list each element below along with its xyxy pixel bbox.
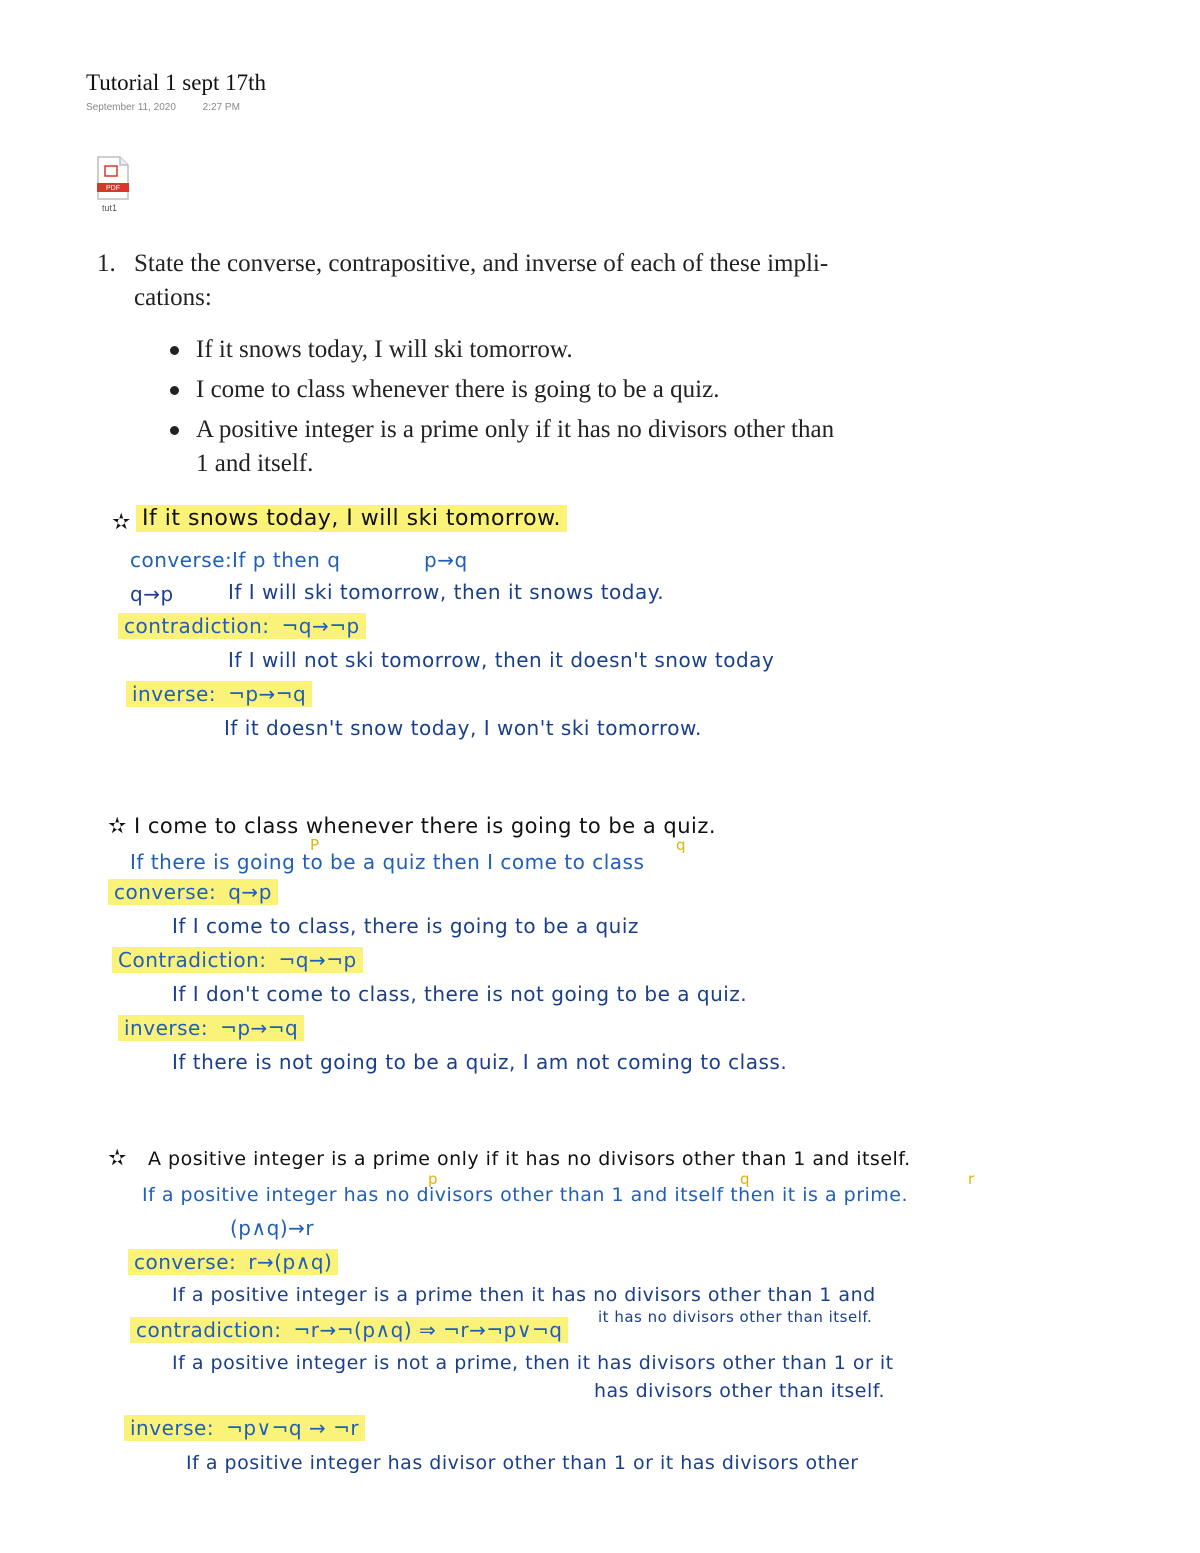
note1-heading-text: If it snows today, I will ski tomorrow. xyxy=(136,505,567,532)
note1-converse-label: converse: xyxy=(130,548,233,572)
question-statement-line1: State the converse, contrapositive, and inverse of each of these impli- xyxy=(134,250,829,277)
note1-inverse-label: inverse: xyxy=(126,681,222,707)
note2-contradiction-text: If I don't come to class, there is not going to be a quiz. xyxy=(172,982,748,1006)
note3-contradiction-text: If a positive integer is not a prime, then it has divisors other than 1 or it xyxy=(172,1352,894,1374)
note3-rewrite: If a positive integer has no divisors other than 1 and itself then it is a prime. xyxy=(142,1184,909,1206)
note3-r-mark: r xyxy=(968,1170,975,1188)
note2-contradiction xyxy=(112,948,363,972)
bullet-dot xyxy=(170,386,179,395)
note2-inverse xyxy=(118,1016,304,1040)
note3-inverse-label: inverse: xyxy=(124,1415,220,1441)
note1-inverse-form: ¬p→¬q xyxy=(222,681,312,707)
note3-contradiction-label: contradiction: xyxy=(130,1317,288,1343)
note2-p-mark: P xyxy=(310,836,320,854)
note1-inverse xyxy=(126,682,312,706)
note1-contradiction-form: ¬q→¬p xyxy=(276,613,366,639)
star-icon: ✫ xyxy=(108,814,127,839)
question-statement-line2: cations: xyxy=(134,284,212,311)
pdf-type-label: PDF xyxy=(106,185,120,192)
page-time: 2:27 PM xyxy=(202,102,240,113)
note1-contradiction-text: If I will not ski tomorrow, then it doesn't snow today xyxy=(228,648,775,672)
page-title: Tutorial 1 sept 17th xyxy=(86,70,266,95)
note1-contradiction xyxy=(118,614,366,638)
note2-q-mark: q xyxy=(676,836,687,854)
note1-pq: p→q xyxy=(424,548,468,572)
star-icon: ✫ xyxy=(108,1146,127,1171)
note3-inverse-form: ¬p∨¬q → ¬r xyxy=(220,1415,365,1441)
bullet-dot xyxy=(170,346,179,355)
bullet-item-continuation: 1 and itself. xyxy=(196,450,314,477)
pdf-file-caption: tut1 xyxy=(102,203,118,213)
note1-qp: q→p xyxy=(130,582,174,606)
bullet-item: I come to class whenever there is going to be a quiz. xyxy=(196,376,720,403)
note1-contradiction-label: contradiction: xyxy=(118,613,276,639)
note3-contradiction-form: ¬r→¬(p∧q) ⇒ ¬r→¬p∨¬q xyxy=(288,1317,569,1343)
note2-converse-label: converse: xyxy=(108,879,222,905)
note2-inverse-text: If there is not going to be a quiz, I am not coming to class. xyxy=(172,1050,788,1074)
note2-converse-text: If I come to class, there is going to be a quiz xyxy=(172,914,639,938)
note3-converse xyxy=(128,1250,338,1274)
note2-inverse-label: inverse: xyxy=(118,1015,214,1041)
note3-converse-form: r→(p∧q) xyxy=(242,1249,338,1275)
note3-converse-text2: it has no divisors other than itself. xyxy=(598,1308,873,1326)
note3-converse-label: converse: xyxy=(128,1249,242,1275)
page-date: September 11, 2020 xyxy=(86,102,176,113)
note2-converse xyxy=(108,880,278,904)
bullet-dot xyxy=(170,426,179,435)
note3-q-mark: q xyxy=(740,1170,751,1188)
note3-converse-text: If a positive integer is a prime then it has no divisors other than 1 and xyxy=(172,1284,876,1306)
note3-contradiction xyxy=(130,1318,568,1342)
bullet-item: A positive integer is a prime only if it has no divisors other than xyxy=(196,416,835,443)
question-number: 1. xyxy=(97,250,116,277)
bullet-item: If it snows today, I will ski tomorrow. xyxy=(196,336,573,363)
note2-inverse-form: ¬p→¬q xyxy=(214,1015,304,1041)
note1-heading xyxy=(136,506,567,531)
note1-converse-text: If I will ski tomorrow, then it snows today. xyxy=(228,580,665,604)
note3-inverse-text: If a positive integer has divisor other than 1 or it has divisors other xyxy=(186,1452,859,1474)
note3-inverse xyxy=(124,1416,365,1440)
note1-converse-form: If p then q xyxy=(232,548,341,572)
note3-contradiction-text2: has divisors other than itself. xyxy=(594,1380,886,1402)
page-datetime xyxy=(86,102,240,113)
note2-converse-form: q→p xyxy=(222,879,278,905)
note2-contradiction-form: ¬q→¬p xyxy=(273,947,363,973)
note2-rewrite: If there is going to be a quiz then I come to class xyxy=(130,850,645,874)
note2-heading: I come to class whenever there is going to be a quiz. xyxy=(134,814,717,838)
star-icon: ✫ xyxy=(112,510,131,535)
pdf-file-icon[interactable] xyxy=(96,156,130,200)
note3-form: (p∧q)→r xyxy=(230,1216,315,1240)
note3-heading: A positive integer is a prime only if it has no divisors other than 1 and itself. xyxy=(148,1148,911,1170)
note3-p-mark: p xyxy=(428,1170,439,1188)
note1-inverse-text: If it doesn't snow today, I won't ski tomorrow. xyxy=(224,716,702,740)
note2-contradiction-label: Contradiction: xyxy=(112,947,273,973)
